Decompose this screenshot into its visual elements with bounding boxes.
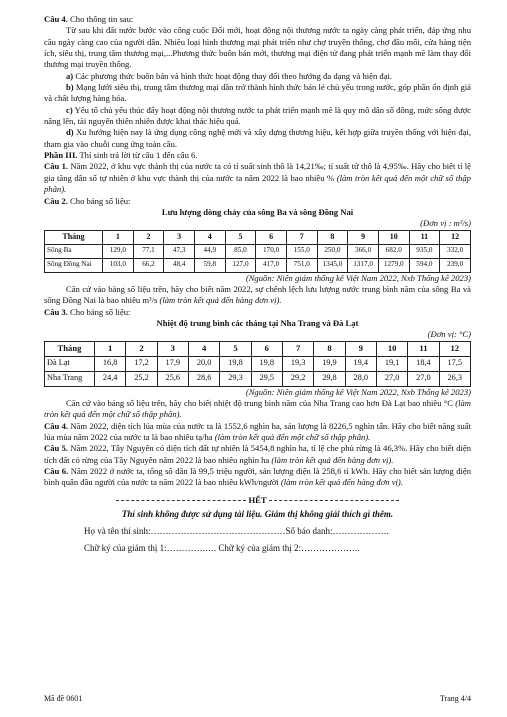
table-header-cell: 3: [157, 341, 188, 356]
c2-table: [44, 230, 471, 273]
table-header-row: [45, 341, 471, 356]
q4-option-b: [44, 82, 471, 105]
q4-option-d: [44, 127, 471, 150]
table-row: [45, 244, 471, 258]
c2-question: Căn cứ vào bảng số liệu trên, hãy cho biết năm 2022, sự chênh lệch lưu lượng nước trung bình năm của sông Ba và sông Đồng Nai là bao nhiêu m³/s: [44, 283, 471, 306]
table-cell: 17,5: [439, 356, 470, 371]
table-header-cell: 9: [345, 341, 376, 356]
table-row: [45, 371, 471, 386]
c1-title: Câu 1.: [44, 161, 69, 172]
table-cell: 19,8: [251, 356, 282, 371]
q4-option-c: [44, 105, 471, 128]
divider: [116, 500, 246, 501]
c3-table: [44, 341, 471, 387]
table-header-cell: 10: [376, 341, 407, 356]
table-cell: 29,8: [314, 371, 345, 386]
c3-unit: (Đơn vị: °C): [427, 329, 471, 340]
table-cell: Đà Lạt: [45, 356, 95, 371]
c3-table-title: Nhiệt độ trung bình các tháng tại Nha Trang và Đà Lạt: [156, 317, 359, 328]
table-cell: 1279,0: [378, 258, 409, 272]
table-header-cell: 9: [348, 230, 379, 244]
table-header-cell: 1: [103, 230, 134, 244]
option-key: b): [66, 82, 74, 93]
table-cell: 28,0: [345, 371, 376, 386]
table-cell: 239,0: [440, 258, 471, 272]
table-cell: 19,9: [314, 356, 345, 371]
table-cell: 29,3: [220, 371, 251, 386]
table-cell: 26,3: [439, 371, 470, 386]
table-cell: 19,1: [376, 356, 407, 371]
table-cell: 417,0: [256, 258, 287, 272]
candidate-name-line: Họ và tên thí sinh:………………………………………Số báo danh:……………….: [84, 525, 389, 536]
c5-note: (làm tròn kết quả đến hàng đơn vị).: [271, 454, 394, 465]
table-cell: Sông Đồng Nai: [45, 258, 103, 272]
option-key: c): [66, 104, 73, 115]
c2-intro: Cho bảng số liệu:: [70, 195, 131, 206]
c1-block: [44, 161, 471, 195]
table-cell: 1345,0: [317, 258, 348, 272]
table-cell: 77,1: [133, 244, 164, 258]
table-header-cell: 6: [251, 341, 282, 356]
c6-title: Câu 6.: [44, 466, 69, 476]
c4-title: Câu 4.: [44, 420, 69, 431]
c3-question: Căn cứ vào bảng số liệu trên, hãy cho biết nhiệt độ trung bình năm của Nha Trang cao hơn Đà Lạt bao nhiêu °C: [66, 397, 453, 408]
end-marker: [44, 495, 471, 506]
table-cell: Nha Trang: [45, 371, 95, 386]
table-cell: 594,0: [409, 258, 440, 272]
c2-note: (làm tròn kết quả đến hàng đơn vị).: [159, 295, 282, 306]
table-cell: 17,2: [126, 356, 157, 371]
c3-source: (Nguồn: Niên giám thống kê Việt Nam 2022, Nxb Thống kê 2023): [245, 386, 471, 397]
table-cell: 19,8: [220, 356, 251, 371]
end-text: HẾT: [248, 494, 267, 505]
q4-title: Câu 4.: [44, 14, 68, 24]
c4-text: Năm 2022, diện tích lúa mùa của nước ta là 1552,6 nghìn ha, sản lượng là 8226,5 nghìn tấn. Hãy cho biết năng suất lúa mùa năm 2022 của nước ta là bao nhiêu tạ/ha: [44, 420, 471, 442]
table-cell: 155,0: [286, 244, 317, 258]
table-cell: 16,8: [95, 356, 126, 371]
page-number: Trang 4/4: [439, 694, 471, 703]
c5-block: [44, 443, 471, 466]
table-cell: 66,2: [133, 258, 164, 272]
table-cell: 332,0: [440, 244, 471, 258]
table-cell: 27,0: [376, 371, 407, 386]
table-cell: 129,0: [103, 244, 134, 258]
table-cell: 170,0: [256, 244, 287, 258]
exam-code: Mã đề 0601: [44, 694, 83, 703]
c2-unit: (Đơn vị : m³/s): [420, 218, 471, 229]
c2-question-block: [44, 284, 471, 307]
c6-block: [44, 466, 471, 489]
c2-table-title: Lưu lượng dòng chảy của sông Ba và sông Đồng Nai: [161, 206, 354, 217]
option-text: Các phương thức buôn bán và hình thức hoạt động thay đổi theo hướng đa dạng và hiện đại.: [75, 70, 393, 81]
table-cell: 27,0: [408, 371, 439, 386]
option-text: Yếu tố chủ yếu thúc đẩy hoạt động nội thương nước ta phát triển mạnh mẽ là quy mô dân số đông, mức sống được nâng lên, tài nguyên thiên nhiên được khai thác hiệu quả.: [44, 104, 471, 127]
table-header-cell: 11: [408, 341, 439, 356]
c2-heading: [44, 196, 471, 207]
c3-intro: Cho bảng số liệu:: [70, 306, 131, 317]
table-cell: 20,0: [188, 356, 219, 371]
table-header-cell: 6: [256, 230, 287, 244]
table-cell: 47,3: [164, 244, 195, 258]
table-cell: 29,5: [251, 371, 282, 386]
table-cell: 28,6: [188, 371, 219, 386]
c1-note: (làm tròn kết quả đến một chữ số thập phân).: [44, 172, 471, 195]
part3-desc: Thí sinh trả lời từ câu 1 đến câu 6.: [79, 150, 198, 161]
c3-title: Câu 3.: [44, 306, 68, 317]
table-cell: 25,6: [157, 371, 188, 386]
table-header-cell: 2: [126, 341, 157, 356]
c2-title: Câu 2.: [44, 195, 68, 206]
table-header-cell: 4: [188, 341, 219, 356]
table-cell: Sông Ba: [45, 244, 103, 258]
divider: [269, 500, 399, 501]
table-header-cell: 2: [133, 230, 164, 244]
table-cell: 751,0: [286, 258, 317, 272]
table-cell: 250,0: [317, 244, 348, 258]
table-header-cell: Tháng: [45, 230, 103, 244]
table-cell: 24,4: [95, 371, 126, 386]
table-cell: 19,4: [345, 356, 376, 371]
c4-block: [44, 421, 471, 444]
table-header-cell: 5: [220, 341, 251, 356]
table-cell: 19,3: [282, 356, 313, 371]
q4-passage: Từ sau khi đất nước bước vào công cuộc Đổi mới, hoạt động nội thương nước ta ngày càng phát triển, đáp ứng nhu cầu ngày càng cao của người dân. Nhiều loại hình thương mại phát triển như chợ truyền thống, chợ đầu mối, cửa hàng tiện ích, siêu thị, trung tâm thương mại,...Phương thức buôn bán mới, thương mại điện tử đang phát triển mạnh mẽ làm thay đổi thương mại truyền thống.: [44, 25, 471, 70]
table-header-cell: 7: [282, 341, 313, 356]
option-text: Mạng lưới siêu thị, trung tâm thương mại dần trở thành hình thức bán lẻ chủ yếu trong nước, góp phần ổn định giá và chất lượng hàng hóa.: [44, 82, 471, 104]
table-header-cell: 10: [378, 230, 409, 244]
table-header-cell: 11: [409, 230, 440, 244]
table-row: [45, 356, 471, 371]
table-header-cell: 12: [440, 230, 471, 244]
c3-note: (làm tròn kết quả đến một chữ số thập phân).: [44, 397, 471, 420]
option-key: d): [66, 127, 74, 138]
table-header-cell: 5: [225, 230, 256, 244]
table-header-cell: 1: [95, 341, 126, 356]
table-cell: 25,2: [126, 371, 157, 386]
table-header-cell: 8: [314, 341, 345, 356]
c6-note: (làm tròn kết quả đến hàng đơn vị).: [280, 477, 403, 488]
q4-heading: [44, 14, 471, 25]
table-cell: 59,8: [194, 258, 225, 272]
table-cell: 127,0: [225, 258, 256, 272]
table-cell: 17,9: [157, 356, 188, 371]
c5-text: Năm 2022, Tây Nguyên có diện tích đất tự nhiên là 5454,8 nghìn ha, tỉ lệ che phủ rừng là 46,3%. Hãy cho biết diện tích đất có rừng của Tây Nguyên năm 2022 là bao nhiêu nghìn ha: [44, 443, 471, 465]
table-cell: 682,0: [378, 244, 409, 258]
table-cell: 366,0: [348, 244, 379, 258]
c4-note: (làm tròn kết quả đến một chữ số thập phân).: [214, 431, 371, 442]
table-header-cell: 3: [164, 230, 195, 244]
c5-title: Câu 5.: [44, 443, 69, 454]
table-cell: 29,2: [282, 371, 313, 386]
option-key: a): [66, 70, 74, 81]
table-cell: 1317,0: [348, 258, 379, 272]
table-header-cell: 12: [439, 341, 470, 356]
table-cell: 935,0: [409, 244, 440, 258]
table-header-cell: Tháng: [45, 341, 95, 356]
part3-title: Phần III.: [44, 150, 78, 161]
q4-intro: Cho thông tin sau:: [70, 14, 134, 24]
table-cell: 85,0: [225, 244, 256, 258]
table-cell: 18,4: [408, 356, 439, 371]
table-cell: 48,4: [164, 258, 195, 272]
part3-heading: [44, 150, 471, 161]
c6-text: Năm 2022 ở nước ta, tổng số dân là 99,5 triệu người, sản lượng điện là 258,6 tỉ kWh. Hãy cho biết sản lượng điện bình quân đầu người của nước ta năm 2022 là bao nhiêu kWh/người: [44, 466, 471, 488]
c3-heading: [44, 307, 471, 318]
exam-content: [44, 14, 471, 555]
c2-source: (Nguồn: Niên giám thống kê Việt Nam 2022, Nxb Thống kê 2023): [245, 272, 471, 283]
c1-text: Năm 2022, ở khu vực thành thị của nước ta có tỉ suất sinh thô là 14,21‰; tỉ suất tử thô là 4,95‰. Hãy cho biết tỉ lệ gia tăng dân số tự nhiên ở khu vực thành thị của nước ta năm 2022 là bao nhiêu %: [44, 161, 471, 183]
c3-question-block: [44, 398, 471, 421]
table-cell: 103,0: [103, 258, 134, 272]
table-header-cell: 8: [317, 230, 348, 244]
end-notice: Thí sinh không được sử dụng tài liệu. Giám thị không giải thích gì thêm.: [121, 509, 394, 520]
table-cell: 44,9: [194, 244, 225, 258]
table-header-cell: 7: [286, 230, 317, 244]
table-row: [45, 258, 471, 272]
table-header-cell: 4: [194, 230, 225, 244]
proctor-sign-line: Chữ ký của giám thị 1:………….…. Chữ ký của giám thị 2:………………..: [84, 542, 360, 553]
table-header-row: [45, 230, 471, 244]
q4-option-a: [44, 71, 471, 82]
option-text: Xu hướng hiện nay là ứng dụng công nghệ mới và xây dựng thương hiệu, kết hợp giữa truyền thống với hiện đại, tham gia vào chuỗi cung ứng toàn cầu.: [44, 127, 471, 149]
